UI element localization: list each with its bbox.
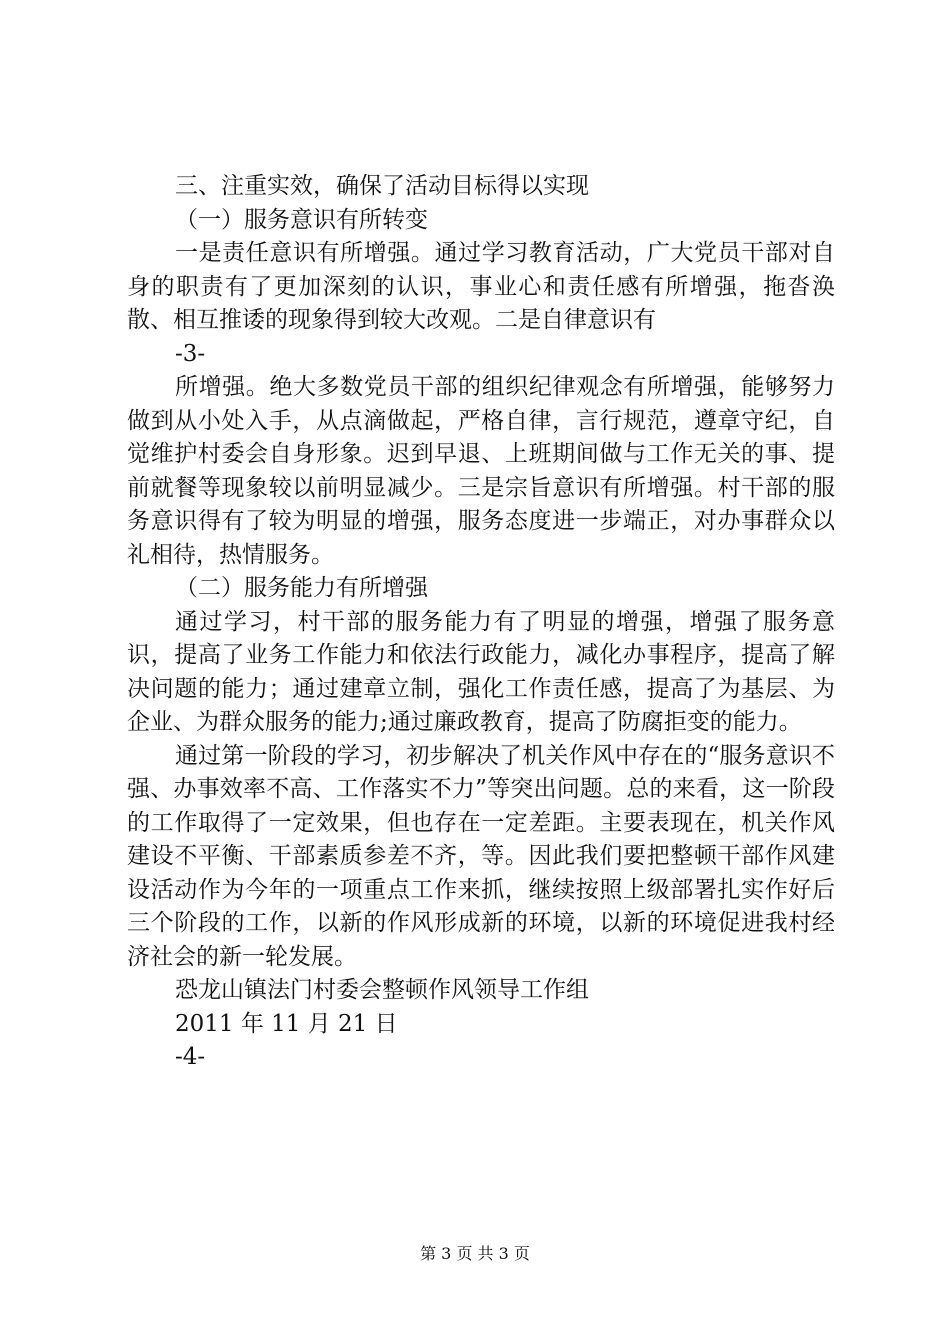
page-footer: 第 3 页 共 3 页 xyxy=(420,1244,530,1263)
paragraph-self-discipline: 所增强。绝大多数党员干部的组织纪律观念有所增强，能够努力做到从小处入手，从点滴做起，严格自律，言行规范，遵章守纪，自觉维护村委会自身形象。迟到早退、上班期间做与工作无关的事、提前就餐等现象较以前明显减少。三是宗旨意识有所增强。村干部的服务意识得有了较为明显的增强，服务态度进一步端正，对办事群众以礼相待，热情服务。 xyxy=(127,374,835,568)
signature-line: 恐龙山镇法门村委会整顿作风领导工作组 xyxy=(175,977,589,1003)
document-body xyxy=(127,170,835,1075)
date-line: 2011 年 11 月 21 日 xyxy=(175,1010,398,1037)
paragraph-responsibility: 一是责任意识有所增强。通过学习教育活动，广大党员干部对自身的职责有了更加深刻的认识，事业心和责任感有所增强，拖沓涣散、相互推诿的现象得到较大改观。二是自律意识有 xyxy=(127,240,835,333)
paragraph-summary: 通过第一阶段的学习，初步解决了机关作风中存在的“服务意识不强、办事效率不高、工作落实不力”等突出问题。总的来看，这一阶段的工作取得了一定效果，但也存在一定差距。主要表现在，机关作风建设不平衡、干部素质参差不齐，等。因此我们要把整顿干部作风建设活动作为今年的一项重点工作来抓，继续按照上级部署扎实作好后三个阶段的工作，以新的作风形成新的环境，以新的环境促进我村经济社会的新一轮发展。 xyxy=(127,742,835,970)
subheading-service-capability: （二）服务能力有所增强 xyxy=(175,575,428,601)
page-marker-3: -3- xyxy=(175,340,206,367)
section-heading: 三、注重实效，确保了活动目标得以实现 xyxy=(175,173,589,199)
subheading-service-awareness: （一）服务意识有所转变 xyxy=(175,206,428,233)
page-marker-4: -4- xyxy=(175,1044,206,1070)
paragraph-capability: 通过学习，村干部的服务能力有了明显的增强，增强了服务意识，提高了业务工作能力和依法行政能力，减化办事程序，提高了解决问题的能力；通过建章立制，强化工作责任感，提高了为基层、为企业、为群众服务的能力;通过廉政教育，提高了防腐拒变的能力。 xyxy=(127,608,835,735)
